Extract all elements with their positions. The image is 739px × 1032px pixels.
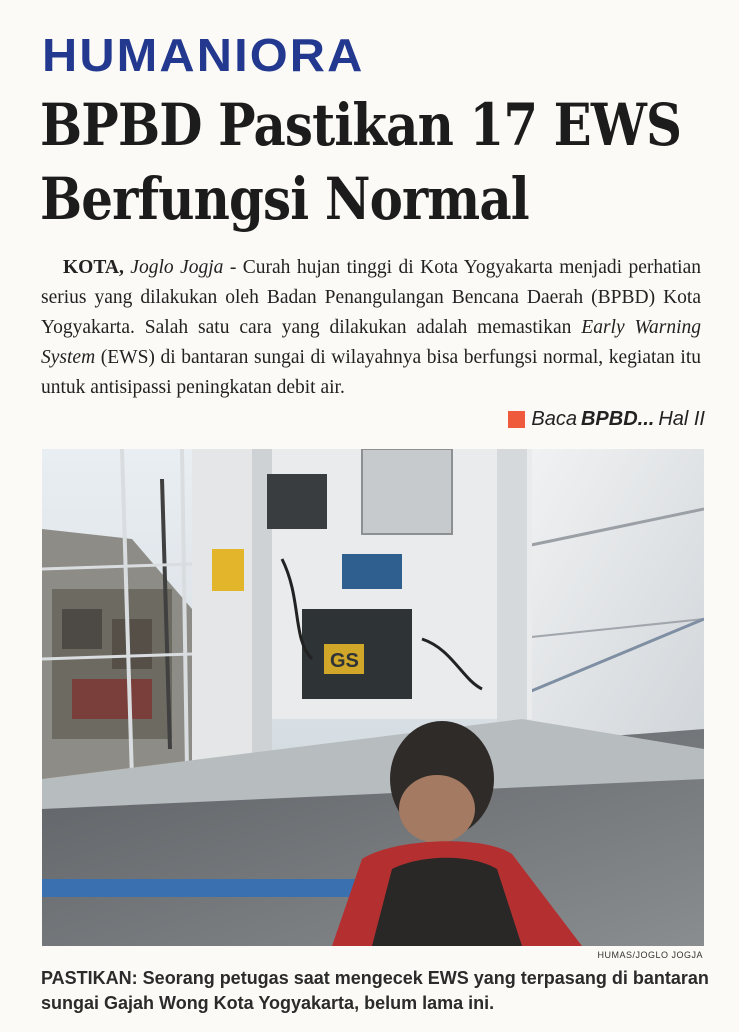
lede-dateline: KOTA,	[63, 257, 124, 278]
lede-text-1: - Curah hujan tinggi di Kota Yogyakarta menjadi perhatian serius yang dilakukan oleh Badan Penangulangan Bencana Daerah (BPBD) Kota Yogyakarta. Salah satu cara yang dilakukan adalah memastikan	[41, 257, 701, 338]
photo-caption	[41, 966, 721, 1016]
photo-credit: HUMAS/JOGLO JOGJA	[597, 950, 703, 960]
lede-source: Joglo Jogja	[130, 257, 224, 278]
jump-prefix: Baca	[531, 408, 577, 430]
battery-brand-label: GS	[330, 650, 359, 672]
lede-text-2: (EWS) di bantaran sungai di wilayahnya bisa berfungsi normal, kegiatan itu untuk antisipassi peningkatan debit air.	[41, 347, 701, 398]
caption-label: PASTIKAN:	[41, 968, 138, 988]
lede-ews-term: Early Warning System	[41, 317, 701, 368]
news-photo	[42, 449, 704, 946]
caption-text: Seorang petugas saat mengecek EWS yang terpasang di bantaran sungai Gajah Wong Kota Yogyakarta, belum lama ini.	[41, 968, 709, 1013]
ews-inspection-photo	[42, 449, 704, 946]
section-rubric: HUMANIORA	[42, 29, 365, 81]
lede-paragraph	[41, 253, 701, 403]
jump-square-marker	[508, 411, 525, 428]
headline-line-1: BPBD Pastikan 17 EWS	[40, 91, 682, 159]
jump-keyword: BPBD...	[580, 408, 655, 430]
continued-reference	[508, 408, 705, 431]
jump-page: Hal II	[658, 408, 705, 430]
headline	[40, 88, 682, 236]
headline-line-2: Berfungsi Normal	[40, 165, 529, 234]
